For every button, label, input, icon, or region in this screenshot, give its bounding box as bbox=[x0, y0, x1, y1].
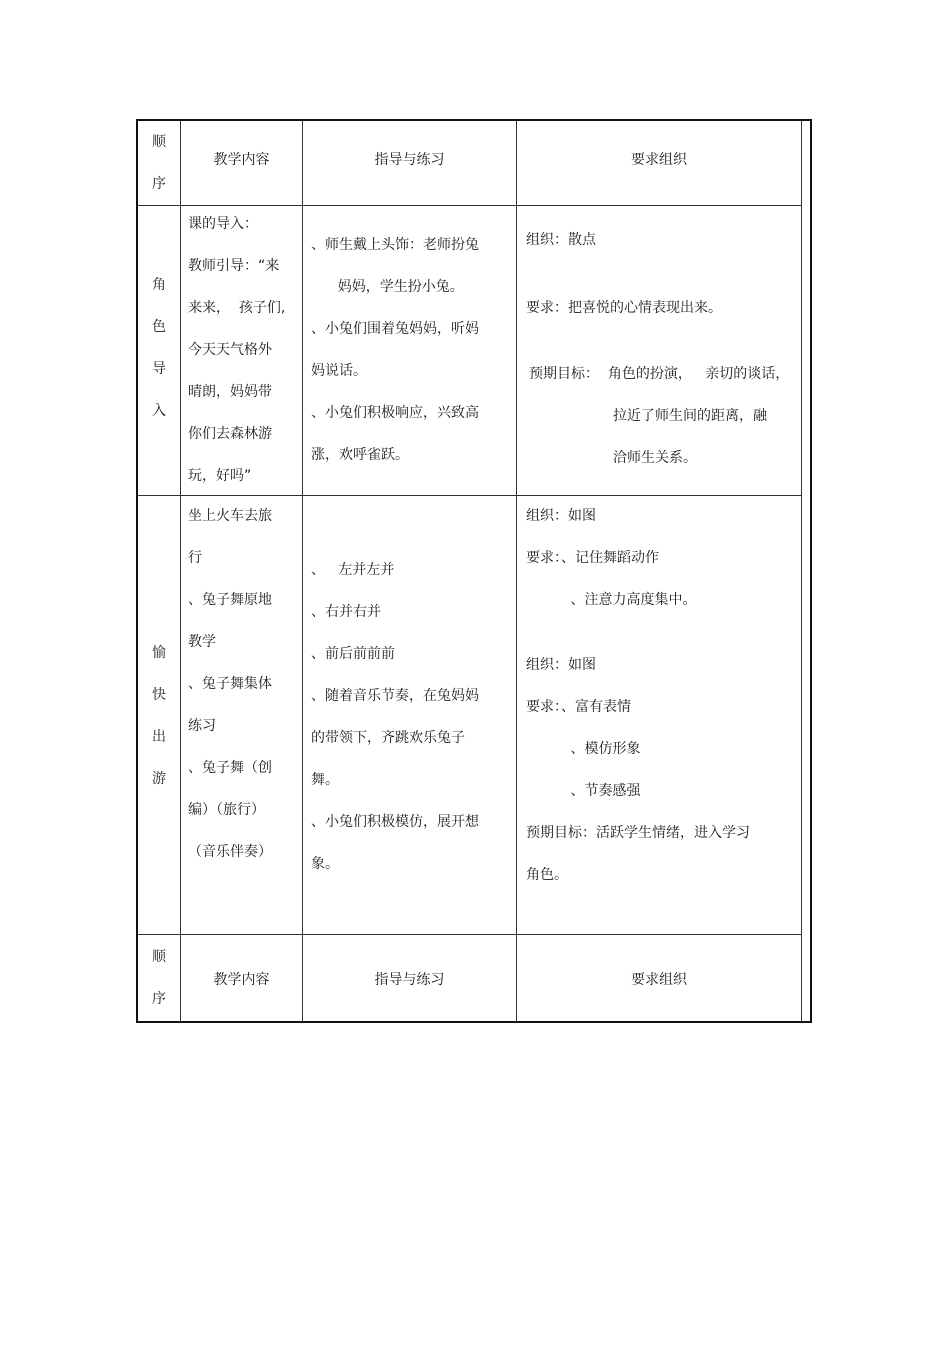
row1-goal-line3: 洽师生关系。 bbox=[613, 450, 697, 466]
row2-content-line6: 练习 bbox=[188, 718, 216, 734]
row1-seq-char3: 导 bbox=[152, 361, 166, 377]
col-divider-4 bbox=[801, 121, 802, 1021]
row1-seq-char1: 角 bbox=[152, 277, 166, 293]
row2-guidance-line5: 的带领下，齐跳欢乐兔子 bbox=[311, 730, 465, 746]
header-bottom-content: 教学内容 bbox=[213, 972, 270, 988]
row2-content-line1: 坐上火车去旅 bbox=[188, 508, 272, 524]
row1-guidance-line2: 妈妈，学生扮小兔。 bbox=[311, 279, 464, 295]
row1-guidance bbox=[311, 224, 511, 476]
row2-seq-char1: 愉 bbox=[152, 645, 166, 661]
row2-content-line7: 、兔子舞（创 bbox=[188, 760, 272, 776]
row2-guidance bbox=[311, 549, 511, 885]
header-bottom-seq bbox=[138, 936, 180, 1020]
row2-guidance-line2: 、右并右并 bbox=[311, 604, 381, 620]
row2-seq-char2: 快 bbox=[152, 687, 166, 703]
row2-org-b bbox=[526, 644, 796, 896]
row2-guidance-line8: 象。 bbox=[311, 856, 339, 872]
row2-guidance-line3: 、前后前前前 bbox=[311, 646, 395, 662]
row1-guidance-line1: 、师生戴上头饰：老师扮兔 bbox=[311, 237, 479, 253]
row1-content bbox=[188, 203, 300, 497]
header-top-content: 教学内容 bbox=[213, 152, 270, 168]
row1-req: 要求：把喜悦的心情表现出来。 bbox=[526, 300, 722, 316]
row2-org-b-line5: 预期目标：活跃学生情绪，进入学习 bbox=[526, 825, 750, 841]
row1-goal bbox=[529, 353, 799, 479]
header-bottom-seq-char1: 顺 bbox=[152, 949, 166, 965]
row2-guidance-line6: 舞。 bbox=[311, 772, 339, 788]
header-top-guidance: 指导与练习 bbox=[374, 152, 445, 168]
row2-org-b-line4: 、节奏感强 bbox=[526, 783, 641, 799]
row-divider-3 bbox=[138, 934, 802, 935]
row1-content-line1: 课的导入： bbox=[188, 216, 258, 232]
row1-content-line6: 你们去森林游 bbox=[188, 426, 272, 442]
header-top-seq-char2: 序 bbox=[152, 176, 166, 192]
row2-content bbox=[188, 495, 300, 873]
row2-org-b-line6: 角色。 bbox=[526, 867, 568, 883]
row1-content-line3: 来来， 孩子们, bbox=[188, 300, 286, 316]
row1-content-line2: 教师引导：“来 bbox=[188, 258, 280, 274]
row1-content-line4: 今天天气格外 bbox=[188, 342, 272, 358]
header-top-seq bbox=[138, 121, 180, 205]
row2-org-b-line1: 组织：如图 bbox=[526, 657, 596, 673]
row2-content-line5: 、兔子舞集体 bbox=[188, 676, 272, 692]
row2-org-b-line2: 要求：、富有表情 bbox=[526, 699, 631, 715]
row2-content-line9: （音乐伴奏） bbox=[188, 844, 272, 860]
row1-seq-char2: 色 bbox=[152, 319, 166, 335]
row1-org: 组织：散点 bbox=[526, 232, 596, 248]
row1-content-line7: 玩，好吗” bbox=[188, 468, 252, 484]
row2-content-line3: 、兔子舞原地 bbox=[188, 592, 272, 608]
row2-org-a bbox=[526, 495, 796, 621]
header-bottom-seq-char2: 序 bbox=[152, 991, 166, 1007]
row2-org-a-line2: 要求：、记住舞蹈动作 bbox=[526, 550, 659, 566]
row2-seq-char4: 游 bbox=[152, 771, 166, 787]
row2-content-line2: 行 bbox=[188, 550, 202, 566]
col-divider-1 bbox=[180, 121, 181, 1021]
row2-guidance-line7: 、小兔们积极模仿，展开想 bbox=[311, 814, 479, 830]
row1-guidance-line5: 、小兔们积极响应，兴致高 bbox=[311, 405, 479, 421]
row2-org-b-line3: 、模仿形象 bbox=[526, 741, 641, 757]
row2-org-a-line1: 组织：如图 bbox=[526, 508, 596, 524]
col-divider-2 bbox=[302, 121, 303, 1021]
row1-content-line5: 晴朗，妈妈带 bbox=[188, 384, 272, 400]
row2-org-a-line3: 、注意力高度集中。 bbox=[526, 592, 697, 608]
row2-guidance-line4: 、随着音乐节奏，在兔妈妈 bbox=[311, 688, 479, 704]
row2-seq bbox=[138, 632, 180, 800]
header-top-seq-char1: 顺 bbox=[152, 134, 166, 150]
row2-content-line8: 编）（旅行） bbox=[188, 802, 265, 818]
header-bottom-requirements: 要求组织 bbox=[631, 972, 687, 988]
row1-goal-line2: 拉近了师生间的距离，融 bbox=[613, 408, 767, 424]
header-bottom-guidance: 指导与练习 bbox=[374, 972, 445, 988]
row2-seq-char3: 出 bbox=[152, 729, 166, 745]
row2-guidance-line1: 、 左并左并 bbox=[311, 562, 395, 578]
row1-seq bbox=[138, 264, 180, 432]
lesson-plan-table bbox=[136, 119, 812, 1023]
header-top-requirements: 要求组织 bbox=[631, 152, 687, 168]
row1-guidance-line4: 妈说话。 bbox=[311, 363, 367, 379]
col-divider-3 bbox=[516, 121, 517, 1021]
row1-guidance-line3: 、小兔们围着兔妈妈，听妈 bbox=[311, 321, 479, 337]
row2-content-line4: 教学 bbox=[188, 634, 216, 650]
row1-guidance-line6: 涨，欢呼雀跃。 bbox=[311, 447, 409, 463]
row1-seq-char4: 入 bbox=[152, 403, 166, 419]
row1-goal-line1: 预期目标： 角色的扮演， 亲切的谈话， bbox=[529, 366, 790, 382]
